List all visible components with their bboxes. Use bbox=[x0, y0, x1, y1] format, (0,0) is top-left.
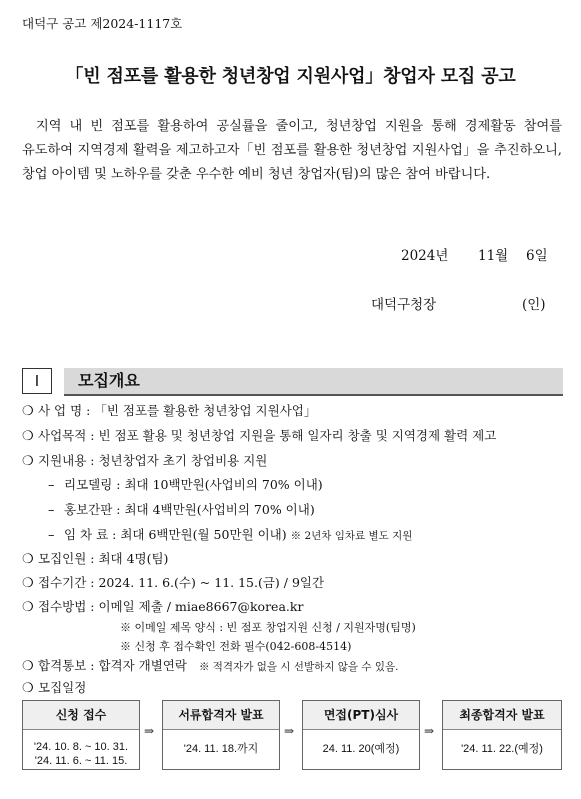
flow-step-doc-pass bbox=[162, 700, 280, 770]
result-note: ※ 적격자가 없을 시 선발하지 않을 수 있음. bbox=[198, 661, 399, 673]
issuer-name: 대덕구청장 bbox=[371, 297, 437, 313]
bullet-icon: ❍ bbox=[22, 659, 34, 674]
subitem-text: 리모델링 : 최대 10백만원(사업비의 70% 이내) bbox=[64, 477, 323, 492]
item-project-name bbox=[22, 401, 316, 419]
date-month: 11월 bbox=[478, 248, 509, 264]
date-year: 2024년 bbox=[401, 248, 449, 264]
item-schedule bbox=[22, 678, 86, 696]
item-text: 모집인원 : 최대 4명(팀) bbox=[38, 551, 169, 566]
flow-step-title: 면접(PT)심사 bbox=[303, 701, 419, 730]
flow-step-date: '24. 10. 8. ~ 10. 31. bbox=[33, 741, 129, 753]
bullet-icon: ❍ bbox=[22, 454, 34, 469]
item-text: 합격통보 : 합격자 개별연락 bbox=[38, 658, 187, 673]
arrow-icon: ⇒ bbox=[284, 724, 295, 738]
flow-step-date: '24. 11. 6. ~ 11. 15. bbox=[34, 755, 128, 767]
flow-step-apply bbox=[22, 700, 140, 770]
dash-icon: – bbox=[48, 503, 55, 518]
item-content bbox=[22, 451, 267, 469]
subitem-text: 임 차 료 : 최대 6백만원(월 50만원 이내) bbox=[64, 527, 287, 542]
bullet-icon: ❍ bbox=[22, 429, 34, 444]
method-note-email: ※ 이메일 제목 양식 : 빈 점포 창업지원 신청 / 지원자명(팀명) bbox=[120, 621, 416, 634]
page-title: 「빈 점포를 활용한 청년창업 지원사업」창업자 모집 공고 bbox=[65, 66, 516, 87]
bullet-icon: ❍ bbox=[22, 404, 34, 419]
flow-step-final bbox=[442, 700, 562, 770]
section-header bbox=[22, 368, 563, 394]
item-text: 모집일정 bbox=[38, 680, 87, 695]
subitem-remodel bbox=[48, 475, 323, 493]
flow-step-body bbox=[23, 730, 139, 768]
intro-paragraph: 지역 내 빈 점포를 활용하여 공실률을 줄이고, 청년창업 지원을 통해 경제활동 참여를 유도하여 지역경제 활력을 제고하고자「빈 점포를 활용한 청년창업 지원사업」을 추진하오니, 창업 아이템 및 노하우를 갖춘 우수한 예비 청년 창업자(팀)의 많은 참여 바랍니다. bbox=[22, 119, 562, 182]
subitem-rent bbox=[48, 525, 412, 543]
arrow-icon: ⇒ bbox=[144, 724, 155, 738]
dash-icon: – bbox=[48, 528, 55, 543]
seal-mark: (인) bbox=[522, 297, 546, 313]
flow-step-body bbox=[443, 730, 561, 756]
bullet-icon: ❍ bbox=[22, 576, 34, 591]
item-text: 접수방법 : 이메일 제출 / miae8667@korea.kr bbox=[38, 599, 304, 614]
item-text: 사 업 명 : 「빈 점포를 활용한 청년창업 지원사업」 bbox=[38, 403, 317, 418]
flow-step-title: 최종합격자 발표 bbox=[443, 701, 561, 730]
subitem-promo bbox=[48, 500, 315, 518]
date-day: 6일 bbox=[526, 248, 548, 264]
flow-step-date: '24. 11. 18.까지 bbox=[183, 743, 259, 755]
item-text: 지원내용 : 청년창업자 초기 창업비용 지원 bbox=[38, 453, 268, 468]
subitem-text: 홍보간판 : 최대 4백만원(사업비의 70% 이내) bbox=[64, 502, 315, 517]
bullet-icon: ❍ bbox=[22, 600, 34, 615]
rent-note: ※ 2년차 임차료 별도 지원 bbox=[290, 530, 413, 542]
notice-number: 대덕구 공고 제2024-1117호 bbox=[22, 16, 183, 31]
flow-step-date: 24. 11. 20(예정) bbox=[322, 743, 400, 755]
item-period bbox=[22, 573, 324, 591]
flow-step-title: 신청 접수 bbox=[23, 701, 139, 730]
item-text: 접수기간 : 2024. 11. 6.(수) ~ 11. 15.(금) / 9일간 bbox=[38, 575, 325, 590]
method-note-phone: ※ 신청 후 접수확인 전화 필수(042-608-4514) bbox=[120, 640, 352, 653]
schedule-flow bbox=[22, 700, 562, 770]
flow-step-body bbox=[163, 730, 279, 756]
section-number: Ⅰ bbox=[22, 368, 52, 394]
item-result bbox=[22, 656, 398, 674]
item-purpose bbox=[22, 426, 496, 444]
flow-step-body bbox=[303, 730, 419, 756]
dash-icon: – bbox=[48, 478, 55, 493]
arrow-icon: ⇒ bbox=[424, 724, 435, 738]
item-recruit bbox=[22, 549, 168, 567]
bullet-icon: ❍ bbox=[22, 681, 34, 696]
section-title: 모집개요 bbox=[64, 368, 563, 396]
flow-step-date: '24. 11. 22.(예정) bbox=[461, 743, 543, 755]
flow-step-title: 서류합격자 발표 bbox=[163, 701, 279, 730]
item-method bbox=[22, 597, 303, 615]
item-text: 사업목적 : 빈 점포 활용 및 청년창업 지원을 통해 일자리 창출 및 지역경제 활력 제고 bbox=[38, 428, 497, 443]
bullet-icon: ❍ bbox=[22, 552, 34, 567]
flow-step-interview bbox=[302, 700, 420, 770]
